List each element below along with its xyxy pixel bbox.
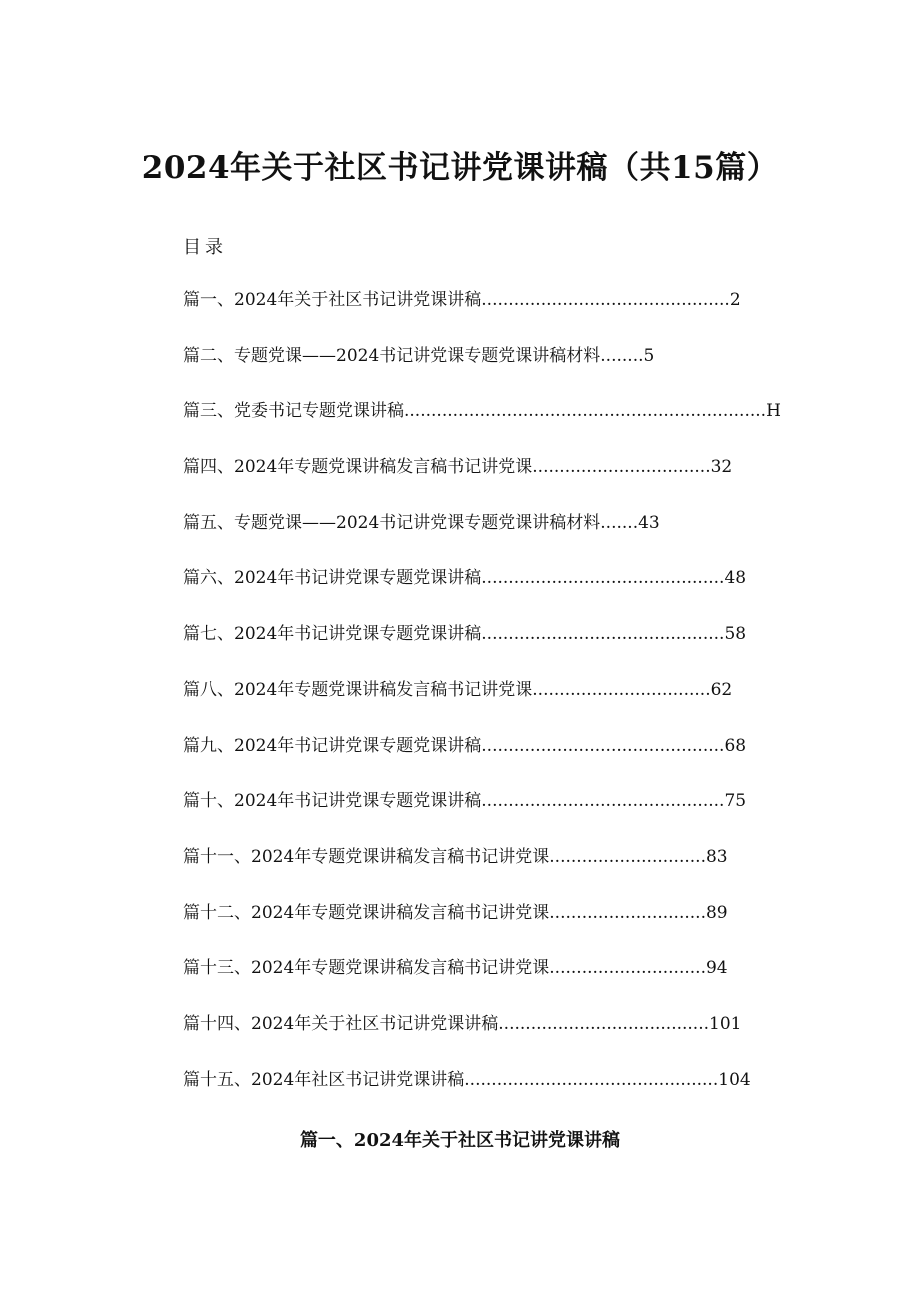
toc-leader-dots: ....................................... xyxy=(498,1013,710,1034)
toc-page-number: 104 xyxy=(718,1069,751,1090)
toc-page-number: 68 xyxy=(724,735,747,756)
toc-entry-8[interactable] xyxy=(183,676,783,732)
toc-leader-dots: ............................................. xyxy=(481,568,725,589)
toc-entry-label: 篇九、2024年书记讲党课专题党课讲稿 xyxy=(183,735,482,756)
toc-page-number: 48 xyxy=(724,568,747,589)
document-title: 2024年关于社区书记讲党课讲稿（共15篇） xyxy=(141,150,779,186)
toc-entry-1[interactable] xyxy=(183,286,783,342)
toc-page-number: 101 xyxy=(709,1013,742,1034)
toc-entry-9[interactable] xyxy=(183,732,783,788)
toc-page-number: 62 xyxy=(710,679,733,700)
toc-page-number: 75 xyxy=(724,791,747,812)
toc-page-number: 89 xyxy=(705,902,728,923)
toc-leader-dots: ................................................................... xyxy=(404,401,767,422)
toc-page-number: 83 xyxy=(705,846,728,867)
toc-leader-dots: ............................. xyxy=(549,846,706,867)
toc-entry-label: 篇三、党委书记专题党课讲稿 xyxy=(183,401,404,422)
toc-entry-label: 篇十、2024年书记讲党课专题党课讲稿 xyxy=(183,791,482,812)
toc-leader-dots: ............................................. xyxy=(481,735,725,756)
toc-leader-dots: ............................................. xyxy=(481,791,725,812)
toc-entry-4[interactable] xyxy=(183,453,783,509)
toc-leader-dots: ....... xyxy=(600,512,639,533)
toc-leader-dots: ................................. xyxy=(532,679,711,700)
toc-entry-label: 篇七、2024年书记讲党课专题党课讲稿 xyxy=(183,624,482,645)
toc-entry-label: 篇十一、2024年专题党课讲稿发言稿书记讲党课 xyxy=(183,846,550,867)
toc-leader-dots: ............................................... xyxy=(464,1069,719,1090)
toc-entry-label: 篇二、专题党课——2024书记讲党课专题党课讲稿材料 xyxy=(183,345,601,366)
toc-page-number: 2 xyxy=(729,290,741,310)
toc-leader-dots: ............................................. xyxy=(481,624,725,645)
toc-entry-label: 篇十二、2024年专题党课讲稿发言稿书记讲党课 xyxy=(183,902,550,923)
toc-page-number: 32 xyxy=(710,457,733,478)
toc-entry-3[interactable] xyxy=(183,397,783,453)
toc-entry-label: 篇五、专题党课——2024书记讲党课专题党课讲稿材料 xyxy=(183,512,601,533)
toc-entry-label: 篇四、2024年专题党课讲稿发言稿书记讲党课 xyxy=(183,457,533,478)
toc-heading: 目录 xyxy=(183,237,227,258)
toc-entry-13[interactable] xyxy=(183,954,783,1010)
toc-entry-label: 篇十五、2024年社区书记讲党课讲稿 xyxy=(183,1069,465,1090)
toc-entry-label: 篇十四、2024年关于社区书记讲党课讲稿 xyxy=(183,1013,499,1034)
toc-entry-5[interactable] xyxy=(183,509,783,565)
toc-leader-dots: ........ xyxy=(600,345,644,366)
toc-leader-dots: ............................. xyxy=(549,958,706,979)
toc-entry-11[interactable] xyxy=(183,843,783,899)
toc-entry-2[interactable] xyxy=(183,342,783,398)
toc-entry-6[interactable] xyxy=(183,564,783,620)
toc-page-number: 5 xyxy=(643,345,655,366)
toc-entry-label: 篇六、2024年书记讲党课专题党课讲稿 xyxy=(183,568,482,589)
table-of-contents xyxy=(183,286,783,1121)
toc-entry-10[interactable] xyxy=(183,787,783,843)
toc-entry-label: 篇一、2024年关于社区书记讲党课讲稿 xyxy=(183,290,482,310)
toc-page-number: 43 xyxy=(638,512,660,533)
toc-leader-dots: .............................................. xyxy=(481,290,730,310)
toc-page-number: H xyxy=(766,401,781,422)
toc-entry-12[interactable] xyxy=(183,899,783,955)
toc-entry-label: 篇十三、2024年专题党课讲稿发言稿书记讲党课 xyxy=(183,958,550,979)
toc-entry-15[interactable] xyxy=(183,1066,783,1122)
toc-entry-14[interactable] xyxy=(183,1010,783,1066)
section-heading: 篇一、2024年关于社区书记讲党课讲稿 xyxy=(299,1130,621,1151)
toc-entry-7[interactable] xyxy=(183,620,783,676)
toc-leader-dots: ............................. xyxy=(549,902,706,923)
toc-page-number: 94 xyxy=(705,958,728,979)
toc-leader-dots: ................................. xyxy=(532,457,711,478)
toc-entry-label: 篇八、2024年专题党课讲稿发言稿书记讲党课 xyxy=(183,679,533,700)
toc-page-number: 58 xyxy=(724,624,747,645)
